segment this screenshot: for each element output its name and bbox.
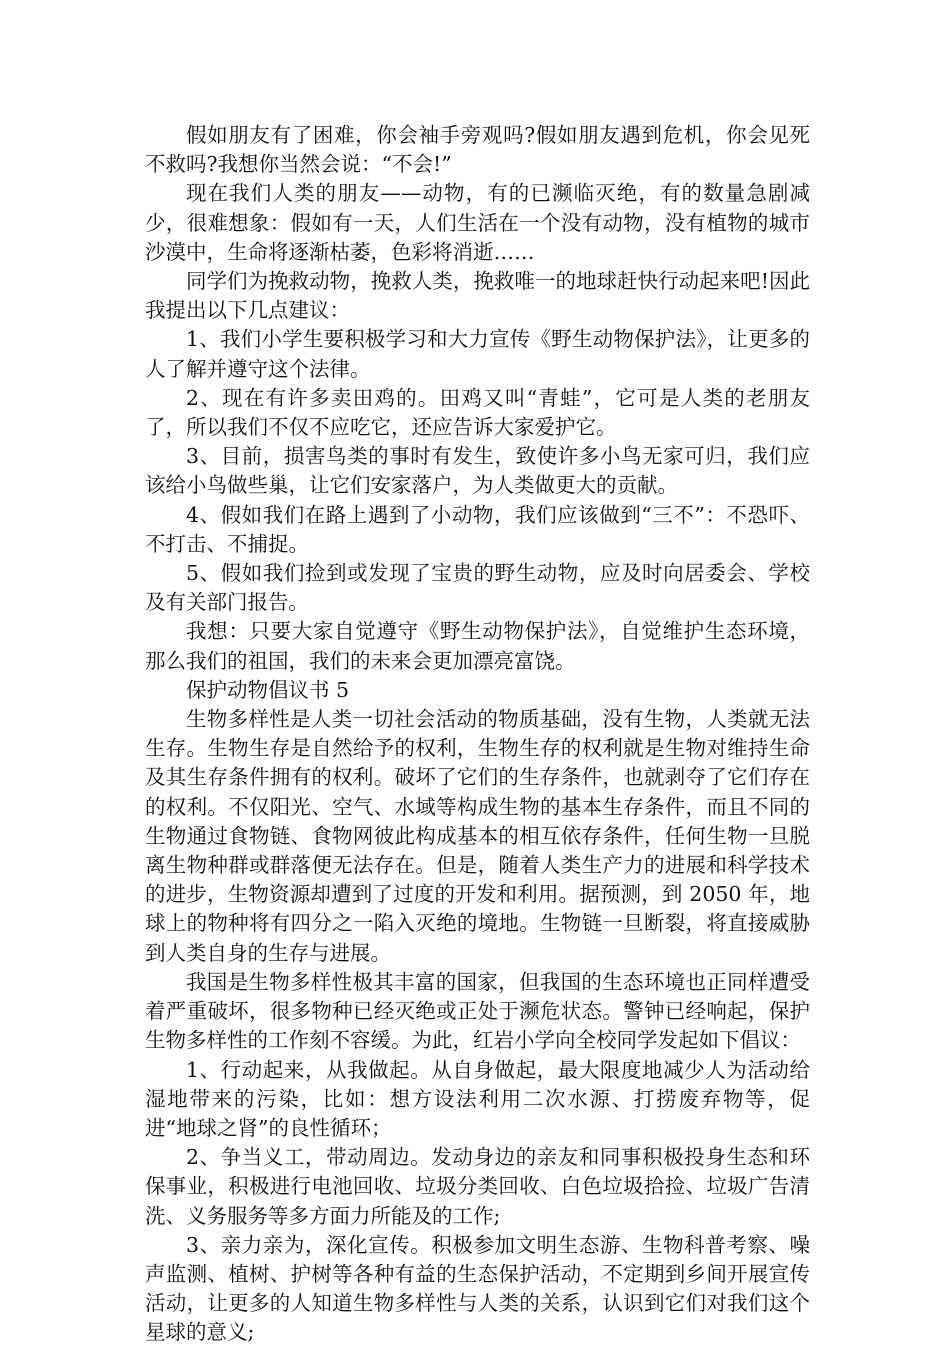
- section-heading: 保护动物倡议书 5: [186, 677, 350, 702]
- list-item: 4、假如我们在路上遇到了小动物，我们应该做到“三不”：不恐吓、不打击、不捕捉。: [145, 502, 810, 556]
- list-item: 2、争当义工，带动周边。发动身边的亲友和同事积极投身生态和环保事业，积极进行电池回收、垃圾分类回收、白色垃圾拾捡、垃圾广告清洗、义务服务等多方面力所能及的工作;: [145, 1145, 810, 1228]
- paragraph: 假如朋友有了困难，你会袖手旁观吗?假如朋友遇到危机，你会见死不救吗?我想你当然会说：“不会!”: [145, 123, 810, 177]
- list-item: 5、假如我们捡到或发现了宝贵的野生动物，应及时向居委会、学校及有关部门报告。: [145, 561, 810, 615]
- paragraph: 生物多样性是人类一切社会活动的物质基础，没有生物，人类就无法生存。生物生存是自然给予的权利，生物生存的权利就是生物对维持生命及其生存条件拥有的权利。破坏了它们的生存条件，也就剥夺了它们存在的权利。不仅阳光、空气、水域等构成生物的基本生存条件，而且不同的生物通过食物链、食物网彼此构成基本的相互依存条件，任何生物一旦脱离生物种群或群落便无法存在。但是，随着人类生产力的进展和科学技术的进步，生物资源却遭到了过度的开发和利用。据预测，到 2050 年，地球上的物种将有四分之一陷入灭绝的境地。生物链一旦断裂，将直接威胁到人类自身的生存与进展。: [145, 707, 810, 965]
- paragraph: 现在我们人类的朋友——动物，有的已濒临灭绝，有的数量急剧减少，很难想象：假如有一天，人们生活在一个没有动物，没有植物的城市沙漠中，生命将逐渐枯萎，色彩将消逝……: [145, 181, 810, 264]
- list-item: 2、现在有许多卖田鸡的。田鸡又叫“青蛙”，它可是人类的老朋友了，所以我们不仅不应吃它，还应告诉大家爱护它。: [145, 385, 810, 440]
- list-item: 1、我们小学生要积极学习和大力宣传《野生动物保护法》，让更多的人了解并遵守这个法律。: [145, 327, 810, 381]
- document-body: [145, 121, 810, 1348]
- paragraph: 我国是生物多样性极其丰富的国家，但我国的生态环境也正同样遭受着严重破坏，很多物种已经灭绝或正处于濒危状态。警钟已经响起，保护生物多样性的工作刻不容缓。为此，红岩小学向全校同学发起如下倡议：: [145, 969, 810, 1053]
- paragraph: 同学们为挽救动物，挽救人类，挽救唯一的地球赶快行动起来吧!因此我提出以下几点建议：: [145, 269, 810, 323]
- list-item: 1、行动起来，从我做起。从自身做起，最大限度地减少人为活动给湿地带来的污染，比如：想方设法利用二次水源、打捞废弃物等，促进“地球之肾”的良性循环；: [145, 1057, 810, 1140]
- paragraph: 我想：只要大家自觉遵守《野生动物保护法》，自觉维护生态环境，那么我们的祖国，我们的未来会更加漂亮富饶。: [145, 619, 810, 673]
- list-item: 3、亲力亲为，深化宣传。积极参加文明生态游、生物科普考察、噪声监测、植树、护树等各种有益的生态保护活动，不定期到乡间开展宣传活动，让更多的人知道生物多样性与人类的关系，认识到它们对我们这个星球的意义;: [145, 1232, 810, 1345]
- list-item: 3、目前，损害鸟类的事时有发生，致使许多小鸟无家可归，我们应该给小鸟做些巢，让它们安家落户，为人类做更大的贡献。: [145, 444, 810, 498]
